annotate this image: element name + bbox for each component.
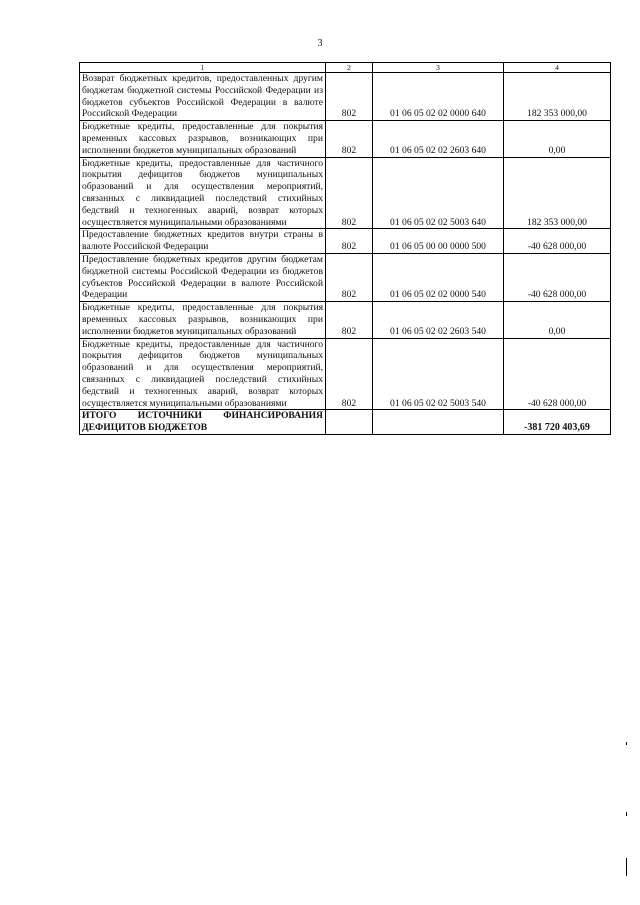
row-description: Бюджетные кредиты, предоставленные для частичного покрытия дефицитов бюджетов муниципальных образований и для осуществления мероприятий, связанных с ликвидацией последствий стихийных бедствий и техногенных аварий, возврат которых осуществляется муниципальными образованиями [80,338,326,410]
row-amount: 182 353 000,00 [504,157,611,229]
scan-margin-mark [626,858,627,876]
row-amount: 0,00 [504,121,611,157]
column-header-2: 2 [326,63,373,73]
row-budget-classification-code: 01 06 05 02 02 0000 540 [373,253,504,301]
row-admin-code: 802 [326,338,373,410]
row-description: Возврат бюджетных кредитов, предоставленных другим бюджетам бюджетной системы Российской Федерации из бюджетов субъектов Российской Федерации в валюте Российской Федерации [80,73,326,121]
row-amount: 0,00 [504,302,611,338]
row-admin-code: 802 [326,229,373,254]
table-row [80,302,611,338]
column-number-row [80,63,611,73]
column-header-3: 3 [373,63,504,73]
table-row [80,253,611,301]
financing-sources-table [79,62,611,435]
row-admin-code: 802 [326,253,373,301]
row-description: Бюджетные кредиты, предоставленные для частичного покрытия дефицитов бюджетов муниципальных образований и для осуществления мероприятий, связанных с ликвидацией последствий стихийных бедствий и техногенных аварий, возврат которых осуществляется муниципальными образованиями [80,157,326,229]
row-amount: -40 628 000,00 [504,338,611,410]
table-row [80,338,611,410]
row-budget-classification-code: 01 06 05 00 00 0000 500 [373,229,504,254]
scan-margin-mark [626,812,627,816]
row-budget-classification-code: 01 06 05 02 02 2603 640 [373,121,504,157]
row-description: Бюджетные кредиты, предоставленные для покрытия временных кассовых разрывов, возникающих при исполнении бюджетов муниципальных образований [80,121,326,157]
row-amount: -40 628 000,00 [504,253,611,301]
total-admin-code [326,410,373,435]
row-description: Предоставление бюджетных кредитов другим бюджетам бюджетной системы Российской Федерации из бюджетов субъектов Российской Федерации в валюте Российской Федерации [80,253,326,301]
row-admin-code: 802 [326,157,373,229]
table-row [80,121,611,157]
row-amount: 182 353 000,00 [504,73,611,121]
total-label: ИТОГО ИСТОЧНИКИ ФИНАНСИРОВАНИЯ ДЕФИЦИТОВ БЮДЖЕТОВ [80,410,326,435]
row-admin-code: 802 [326,73,373,121]
total-amount: -381 720 403,69 [504,410,611,435]
table-row [80,73,611,121]
row-admin-code: 802 [326,302,373,338]
row-admin-code: 802 [326,121,373,157]
row-description: Бюджетные кредиты, предоставленные для покрытия временных кассовых разрывов, возникающих при исполнении бюджетов муниципальных образований [80,302,326,338]
row-description: Предоставление бюджетных кредитов внутри страны в валюте Российской Федерации [80,229,326,254]
page-number: 3 [317,38,323,49]
total-budget-classification-code [373,410,504,435]
table-row [80,157,611,229]
total-row [80,410,611,435]
row-budget-classification-code: 01 06 05 02 02 0000 640 [373,73,504,121]
scan-margin-mark [626,742,627,745]
row-budget-classification-code: 01 06 05 02 02 2603 540 [373,302,504,338]
table-row [80,229,611,254]
row-budget-classification-code: 01 06 05 02 02 5003 640 [373,157,504,229]
column-header-4: 4 [504,63,611,73]
row-budget-classification-code: 01 06 05 02 02 5003 540 [373,338,504,410]
row-amount: -40 628 000,00 [504,229,611,254]
column-header-1: 1 [80,63,326,73]
